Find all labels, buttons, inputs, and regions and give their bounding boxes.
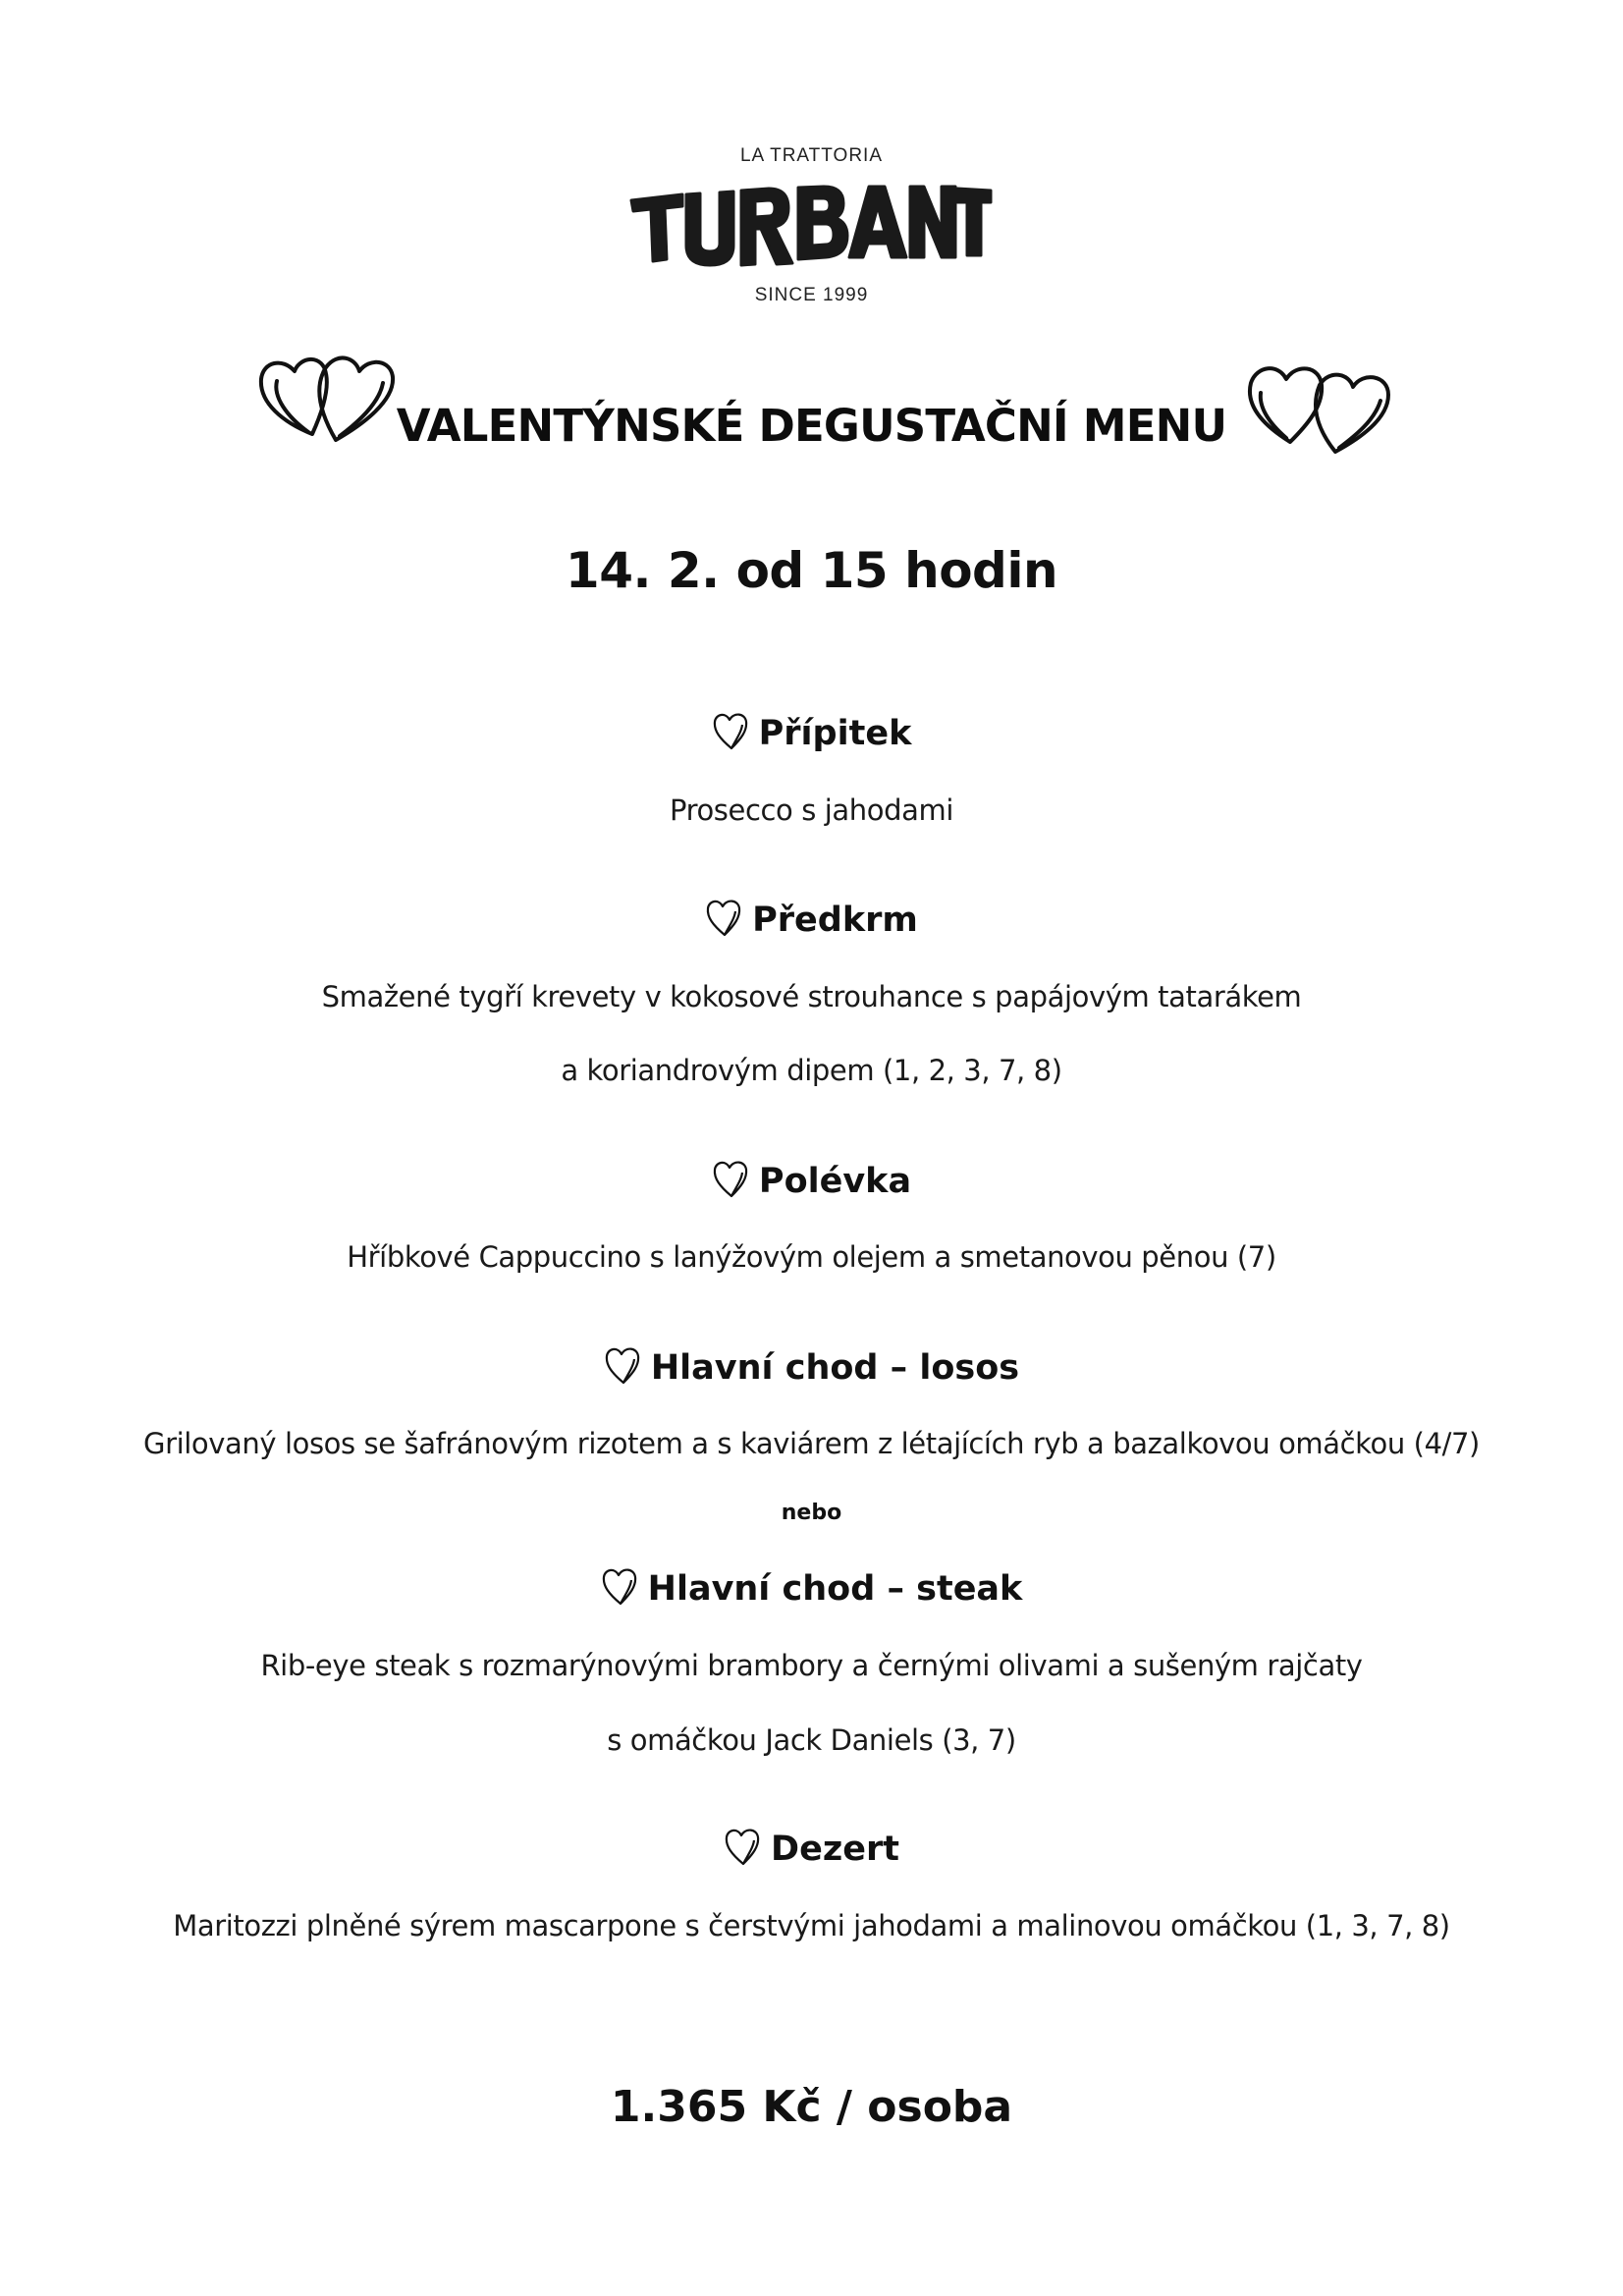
course-heading-starter	[0, 896, 1623, 940]
course-heading-main-steak	[0, 1564, 1623, 1609]
dish-line: a koriandrovým dipem (1, 2, 3, 7, 8)	[561, 1054, 1062, 1087]
event-date: 14. 2. od 15 hodin	[565, 542, 1058, 599]
dish-line: Hříbkové Cappuccino s lanýžovým olejem a smetanovou pěnou (7)	[347, 1240, 1276, 1274]
dish-line: Rib-eye steak s rozmarýnovými brambory a černými olivami a sušeným rajčaty	[260, 1649, 1363, 1682]
heart-outline-icon	[712, 1157, 751, 1200]
logo-wordmark	[625, 173, 999, 281]
dish-line: Maritozzi plněné sýrem mascarpone s čerstvými jahodami a malinovou omáčkou (1, 3, 7, 8)	[173, 1909, 1450, 1942]
course-heading-toast	[0, 709, 1623, 753]
course-heading-soup	[0, 1157, 1623, 1201]
heart-outline-icon	[724, 1825, 763, 1868]
heart-outline-icon	[601, 1564, 640, 1608]
logo-top-text: LA TRATTORIA	[739, 145, 884, 166]
course-heading-main-salmon	[0, 1343, 1623, 1388]
course-heading-label: Předkrm	[752, 901, 918, 940]
course-heading-label: Hlavní chod – losos	[650, 1348, 1020, 1388]
dish-line: Grilovaný losos se šafránovým rizotem a s kaviárem z létajících ryb a bazalkovou omáčkou (4/7)	[143, 1427, 1480, 1460]
logo-bottom-text: SINCE 1999	[754, 285, 869, 305]
course-heading-dessert	[0, 1825, 1623, 1869]
course-heading-label: Přípitek	[758, 714, 912, 753]
menu-title: VALENTÝNSKÉ DEGUSTAČNÍ MENU	[396, 400, 1227, 452]
course-separator: nebo	[781, 1501, 842, 1525]
heart-outline-icon	[705, 896, 744, 939]
restaurant-logo	[0, 145, 1623, 306]
price-per-person: 1.365 Kč / osoba	[610, 2082, 1013, 2132]
course-heading-label: Polévka	[758, 1162, 912, 1201]
double-heart-icon	[1241, 344, 1398, 462]
title-row	[0, 334, 1623, 471]
dish-line: Prosecco s jahodami	[670, 793, 953, 827]
course-heading-label: Dezert	[771, 1830, 899, 1869]
dish-line: s omáčkou Jack Daniels (3, 7)	[607, 1723, 1016, 1757]
heart-outline-icon	[604, 1343, 643, 1387]
dish-line: Smažené tygří krevety v kokosové strouhance s papájovým tatarákem	[321, 980, 1302, 1013]
heart-outline-icon	[712, 709, 751, 752]
course-heading-label: Hlavní chod – steak	[647, 1569, 1023, 1609]
